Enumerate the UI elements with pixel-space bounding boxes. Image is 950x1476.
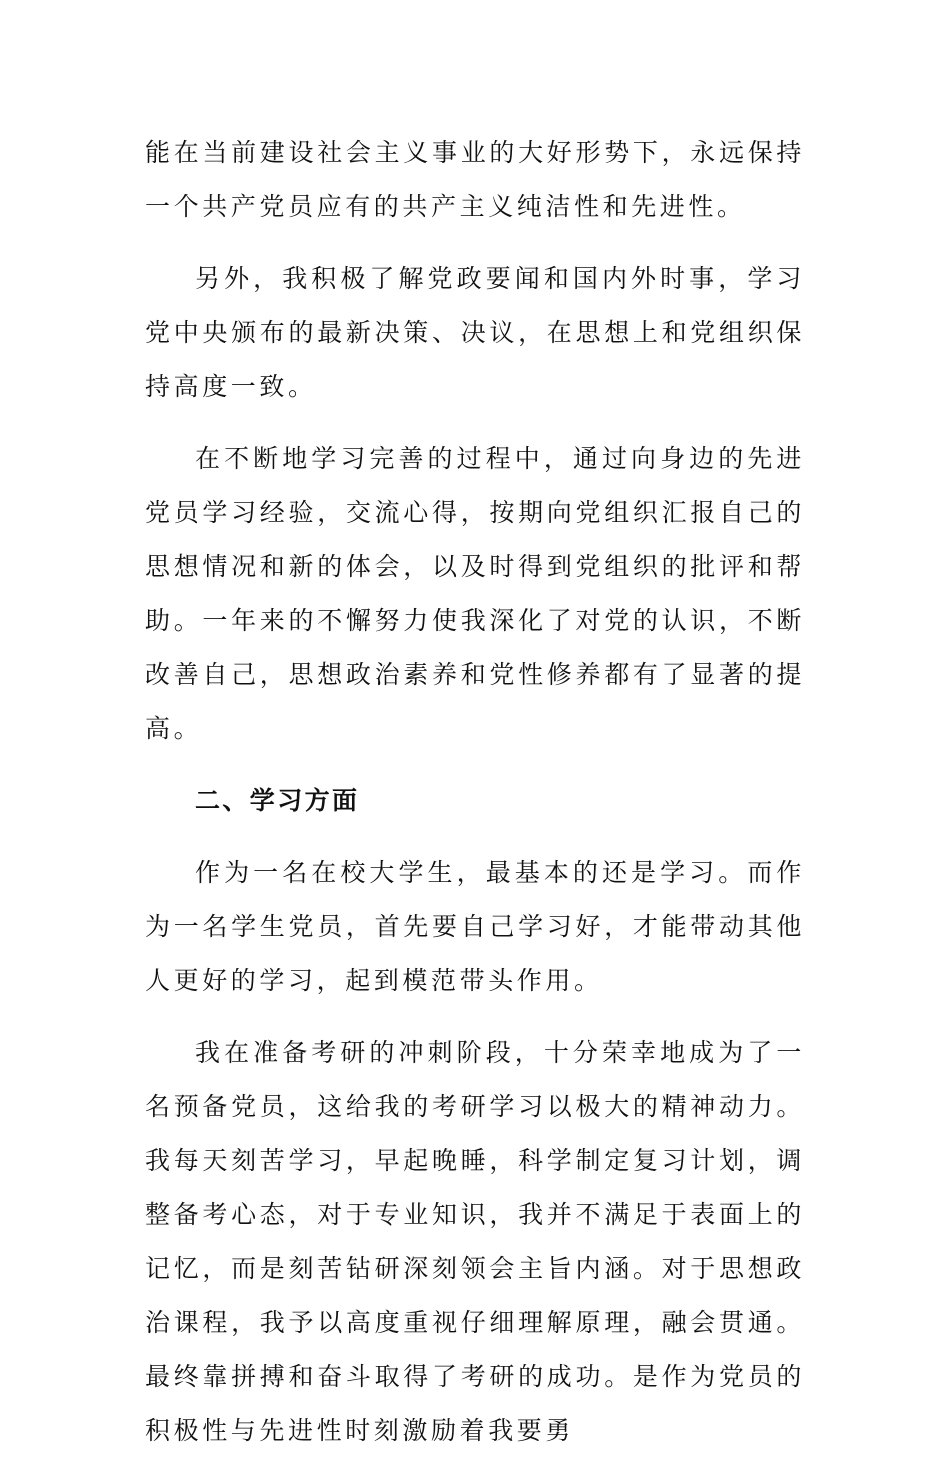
paragraph-student-role: 作为一名在校大学生，最基本的还是学习。而作为一名学生党员，首先要自己学习好，才能带动其他人更好的学习，起到模范带头作用。	[145, 858, 805, 995]
paragraph-self-improvement: 在不断地学习完善的过程中，通过向身边的先进党员学习经验，交流心得，按期向党组织汇报自己的思想情况和新的体会，以及时得到党组织的批评和帮助。一年来的不懈努力使我深化了对党的认识，不断改善自己，思想政治素养和党性修养都有了显著的提高。	[145, 444, 805, 743]
paragraph-exam-preparation: 我在准备考研的冲刺阶段，十分荣幸地成为了一名预备党员，这给我的考研学习以极大的精神动力。我每天刻苦学习，早起晚睡，科学制定复习计划，调整备考心态，对于专业知识，我并不满足于表面上的记忆，而是刻苦钻研深刻领会主旨内涵。对于思想政治课程，我予以高度重视仔细理解原理，融会贯通。最终靠拼搏和奋斗取得了考研的成功。是作为党员的积极性与先进性时刻激励着我要勇	[145, 1038, 805, 1445]
paragraph-current-affairs: 另外，我积极了解党政要闻和国内外时事，学习党中央颁布的最新决策、决议，在思想上和党组织保持高度一致。	[145, 264, 805, 401]
document-body	[145, 126, 805, 1476]
paragraph-continuation: 能在当前建设社会主义事业的大好形势下，永远保持一个共产党员应有的共产主义纯洁性和先进性。	[145, 138, 805, 221]
section-heading-study: 二、学习方面	[195, 786, 360, 815]
